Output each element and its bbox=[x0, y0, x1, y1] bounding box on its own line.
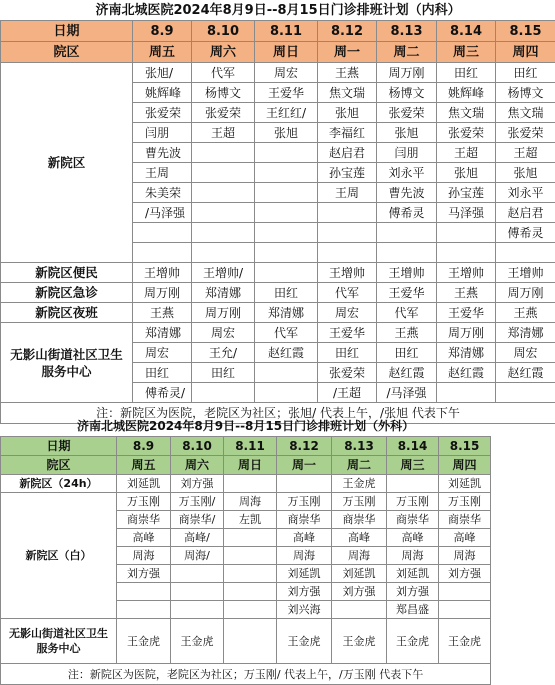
doctor-cell: 傅希灵 bbox=[496, 223, 555, 243]
doctor-cell bbox=[171, 583, 224, 601]
doctor-cell: 商崇华 bbox=[332, 511, 387, 529]
doctor-cell: 周宏 bbox=[133, 343, 192, 363]
table-row bbox=[1, 323, 555, 343]
doctor-cell bbox=[117, 601, 171, 619]
date-cell: 8.12 bbox=[277, 437, 332, 456]
surgery-schedule-table bbox=[0, 416, 491, 685]
doctor-cell: 王红红/ bbox=[255, 103, 318, 123]
doctor-cell: 王燕 bbox=[437, 283, 496, 303]
date-cell: 8.10 bbox=[171, 437, 224, 456]
doctor-cell bbox=[437, 223, 496, 243]
doctor-cell bbox=[224, 619, 277, 664]
date-cell: 8.13 bbox=[332, 437, 387, 456]
doctor-cell: 田红 bbox=[377, 343, 437, 363]
weekday-cell: 周一 bbox=[318, 42, 377, 63]
doctor-cell: 周宏 bbox=[255, 63, 318, 83]
date-cell: 8.12 bbox=[318, 21, 377, 42]
doctor-cell: 张旭 bbox=[255, 123, 318, 143]
doctor-cell bbox=[318, 203, 377, 223]
doctor-cell: 赵红霞 bbox=[496, 363, 555, 383]
doctor-cell: 周宏 bbox=[192, 323, 255, 343]
doctor-cell: 曹先波 bbox=[377, 183, 437, 203]
doctor-cell bbox=[377, 243, 437, 263]
doctor-cell bbox=[224, 475, 277, 493]
date-cell: 8.15 bbox=[439, 437, 491, 456]
doctor-cell: 代军 bbox=[318, 283, 377, 303]
doctor-cell: 代军 bbox=[377, 303, 437, 323]
doctor-cell: 刘永平 bbox=[377, 163, 437, 183]
doctor-cell: 高峰 bbox=[117, 529, 171, 547]
doctor-cell: 田红 bbox=[496, 63, 555, 83]
doctor-cell: 王燕 bbox=[133, 303, 192, 323]
doctor-cell: 王金虎 bbox=[117, 619, 171, 664]
doctor-cell: 周海 bbox=[439, 547, 491, 565]
weekday-cell: 周二 bbox=[332, 456, 387, 475]
weekday-cell: 周日 bbox=[255, 42, 318, 63]
doctor-cell: 周万刚 bbox=[437, 323, 496, 343]
doctor-cell: 张爱荣 bbox=[318, 363, 377, 383]
doctor-cell bbox=[318, 223, 377, 243]
date-cell: 8.14 bbox=[387, 437, 439, 456]
weekday-cell: 周五 bbox=[117, 456, 171, 475]
doctor-cell: 万玉刚 bbox=[439, 493, 491, 511]
date-cell: 8.13 bbox=[377, 21, 437, 42]
doctor-cell: 王金虎 bbox=[439, 619, 491, 664]
doctor-cell: 赵红霞 bbox=[437, 363, 496, 383]
doctor-cell: 杨博文 bbox=[496, 83, 555, 103]
doctor-cell: 姚辉峰 bbox=[133, 83, 192, 103]
doctor-cell: 高峰/ bbox=[171, 529, 224, 547]
doctor-cell: 周宏 bbox=[496, 343, 555, 363]
doctor-cell: 万玉刚 bbox=[332, 493, 387, 511]
doctor-cell bbox=[318, 243, 377, 263]
doctor-cell: 王金虎 bbox=[387, 619, 439, 664]
surgery-weekday-row bbox=[1, 456, 491, 475]
weekday-cell: 周二 bbox=[377, 42, 437, 63]
doctor-cell: 田红 bbox=[133, 363, 192, 383]
doctor-cell: 田红 bbox=[437, 63, 496, 83]
doctor-cell bbox=[192, 183, 255, 203]
doctor-cell: 周海 bbox=[332, 547, 387, 565]
doctor-cell bbox=[437, 383, 496, 403]
doctor-cell: 王增帅 bbox=[437, 263, 496, 283]
doctor-cell: 代军 bbox=[192, 63, 255, 83]
doctor-cell bbox=[192, 143, 255, 163]
doctor-cell: 周万刚 bbox=[133, 283, 192, 303]
doctor-cell: 刘延凯 bbox=[332, 565, 387, 583]
doctor-cell bbox=[224, 565, 277, 583]
doctor-cell: 王金虎 bbox=[332, 475, 387, 493]
doctor-cell: 商崇华 bbox=[387, 511, 439, 529]
doctor-cell: 王爱华 bbox=[377, 283, 437, 303]
doctor-cell: 焦文瑞 bbox=[437, 103, 496, 123]
doctor-cell bbox=[133, 223, 192, 243]
doctor-cell: 闫朋 bbox=[377, 143, 437, 163]
doctor-cell: 张爱荣 bbox=[192, 103, 255, 123]
table-row bbox=[1, 263, 555, 283]
doctor-cell: 郑清娜 bbox=[133, 323, 192, 343]
doctor-cell: 周海 bbox=[224, 493, 277, 511]
doctor-cell: 王增帅 bbox=[133, 263, 192, 283]
doctor-cell bbox=[496, 243, 555, 263]
emergency-label: 新院区急诊 bbox=[1, 283, 133, 303]
doctor-cell: 闫朋 bbox=[133, 123, 192, 143]
doctor-cell: 万玉刚 bbox=[387, 493, 439, 511]
doctor-cell: 周海 bbox=[387, 547, 439, 565]
doctor-cell: 张爱荣 bbox=[496, 123, 555, 143]
area-header: 院区 bbox=[1, 456, 117, 475]
doctor-cell bbox=[192, 163, 255, 183]
weekday-cell: 周三 bbox=[387, 456, 439, 475]
doctor-cell: 张爱荣 bbox=[377, 103, 437, 123]
doctor-cell bbox=[437, 243, 496, 263]
doctor-cell: 刘方强 bbox=[117, 565, 171, 583]
doctor-cell bbox=[255, 363, 318, 383]
doctor-cell bbox=[255, 163, 318, 183]
doctor-cell: 代军 bbox=[255, 323, 318, 343]
doctor-cell: 刘延凯 bbox=[439, 475, 491, 493]
doctor-cell: 张旭 bbox=[318, 103, 377, 123]
doctor-cell: 王金虎 bbox=[171, 619, 224, 664]
doctor-cell: 郑清娜 bbox=[192, 283, 255, 303]
doctor-cell: 高峰 bbox=[332, 529, 387, 547]
doctor-cell: 商崇华 bbox=[117, 511, 171, 529]
weekday-cell: 周六 bbox=[192, 42, 255, 63]
doctor-cell: 商崇华 bbox=[277, 511, 332, 529]
date-cell: 8.10 bbox=[192, 21, 255, 42]
doctor-cell: 郑清娜 bbox=[496, 323, 555, 343]
doctor-cell: 周海 bbox=[277, 547, 332, 565]
doctor-cell: 王增帅 bbox=[377, 263, 437, 283]
doctor-cell: 郑清娜 bbox=[437, 343, 496, 363]
doctor-cell: 王金虎 bbox=[277, 619, 332, 664]
doctor-cell bbox=[496, 383, 555, 403]
weekday-cell: 周日 bbox=[224, 456, 277, 475]
doctor-cell: 马泽强 bbox=[437, 203, 496, 223]
new-campus-label: 新院区 bbox=[1, 63, 133, 263]
date-cell: 8.14 bbox=[437, 21, 496, 42]
doctor-cell: /马泽强 bbox=[377, 383, 437, 403]
doctor-cell: 赵启君 bbox=[318, 143, 377, 163]
doctor-cell bbox=[192, 203, 255, 223]
doctor-cell: 杨博文 bbox=[192, 83, 255, 103]
doctor-cell bbox=[277, 475, 332, 493]
doctor-cell: 王爱华 bbox=[318, 323, 377, 343]
doctor-cell: 王增帅 bbox=[496, 263, 555, 283]
doctor-cell: 王超 bbox=[192, 123, 255, 143]
doctor-cell: 刘方强 bbox=[439, 565, 491, 583]
surgery-title: 济南北城医院2024年8月9日--8月15日门诊排班计划（外科） bbox=[1, 416, 491, 437]
doctor-cell: 周海/ bbox=[171, 547, 224, 565]
doctor-cell: 王周 bbox=[133, 163, 192, 183]
internal-weekday-row bbox=[1, 42, 555, 63]
weekday-cell: 周四 bbox=[496, 42, 555, 63]
doctor-cell: 王燕 bbox=[496, 303, 555, 323]
date-cell: 8.15 bbox=[496, 21, 555, 42]
doctor-cell: 姚辉峰 bbox=[437, 83, 496, 103]
doctor-cell: 王金虎 bbox=[332, 619, 387, 664]
doctor-cell bbox=[332, 601, 387, 619]
doctor-cell: 刘延凯 bbox=[117, 475, 171, 493]
doctor-cell: 刘永平 bbox=[496, 183, 555, 203]
doctor-cell bbox=[255, 243, 318, 263]
doctor-cell: 朱美荣 bbox=[133, 183, 192, 203]
table-row bbox=[1, 283, 555, 303]
doctor-cell: 张旭 bbox=[377, 123, 437, 143]
doctor-cell bbox=[192, 223, 255, 243]
doctor-cell: 赵红霞 bbox=[255, 343, 318, 363]
doctor-cell: 傅希灵 bbox=[377, 203, 437, 223]
surgery-note: 注：新院区为医院，老院区为社区；万玉刚/ 代表上午，/万玉刚 代表下午 bbox=[1, 664, 491, 685]
doctor-cell: /马泽强 bbox=[133, 203, 192, 223]
doctor-cell: 张旭 bbox=[496, 163, 555, 183]
doctor-cell bbox=[192, 383, 255, 403]
doctor-cell: 焦文瑞 bbox=[496, 103, 555, 123]
new-campus-24h-label: 新院区（24h） bbox=[1, 475, 117, 493]
doctor-cell: 刘方强 bbox=[332, 583, 387, 601]
doctor-cell: 张爱荣 bbox=[133, 103, 192, 123]
weekday-cell: 周六 bbox=[171, 456, 224, 475]
doctor-cell: 傅希灵/ bbox=[133, 383, 192, 403]
doctor-cell: 孙宝莲 bbox=[318, 163, 377, 183]
weekday-cell: 周五 bbox=[133, 42, 192, 63]
surgery-date-row bbox=[1, 437, 491, 456]
doctor-cell: 刘方强 bbox=[387, 583, 439, 601]
doctor-cell bbox=[171, 601, 224, 619]
community-center-label: 无影山街道社区卫生服务中心 bbox=[1, 323, 133, 403]
doctor-cell: 孙宝莲 bbox=[437, 183, 496, 203]
doctor-cell: 王增帅 bbox=[318, 263, 377, 283]
weekday-cell: 周一 bbox=[277, 456, 332, 475]
doctor-cell: 左凯 bbox=[224, 511, 277, 529]
doctor-cell: 王超 bbox=[437, 143, 496, 163]
doctor-cell: 万玉刚/ bbox=[171, 493, 224, 511]
date-cell: 8.11 bbox=[255, 21, 318, 42]
table-row bbox=[1, 619, 491, 664]
doctor-cell: 周宏 bbox=[318, 303, 377, 323]
doctor-cell: 郑清娜 bbox=[255, 303, 318, 323]
doctor-cell bbox=[439, 583, 491, 601]
doctor-cell: 曹先波 bbox=[133, 143, 192, 163]
doctor-cell: 王燕 bbox=[318, 63, 377, 83]
area-header: 院区 bbox=[1, 42, 133, 63]
doctor-cell: 周万刚 bbox=[192, 303, 255, 323]
new-campus-day-label: 新院区（白） bbox=[1, 493, 117, 619]
doctor-cell: 郑昌盛 bbox=[387, 601, 439, 619]
doctor-cell bbox=[387, 475, 439, 493]
doctor-cell bbox=[255, 143, 318, 163]
doctor-cell: 田红 bbox=[318, 343, 377, 363]
doctor-cell: 王周 bbox=[318, 183, 377, 203]
doctor-cell: 高峰 bbox=[439, 529, 491, 547]
doctor-cell: 刘兴海 bbox=[277, 601, 332, 619]
doctor-cell: 王燕 bbox=[377, 323, 437, 343]
doctor-cell bbox=[255, 183, 318, 203]
table-row bbox=[1, 475, 491, 493]
doctor-cell: 刘延凯 bbox=[387, 565, 439, 583]
doctor-cell: 万玉刚 bbox=[117, 493, 171, 511]
internal-date-row bbox=[1, 21, 555, 42]
doctor-cell: 商崇华 bbox=[439, 511, 491, 529]
doctor-cell: 王允/ bbox=[192, 343, 255, 363]
outpatient-label: 新院区便民 bbox=[1, 263, 133, 283]
doctor-cell bbox=[439, 601, 491, 619]
doctor-cell: 李福红 bbox=[318, 123, 377, 143]
doctor-cell bbox=[224, 547, 277, 565]
date-header: 日期 bbox=[1, 21, 133, 42]
doctor-cell: 王爱华 bbox=[255, 83, 318, 103]
doctor-cell: 商崇华/ bbox=[171, 511, 224, 529]
doctor-cell bbox=[224, 529, 277, 547]
doctor-cell bbox=[192, 243, 255, 263]
doctor-cell bbox=[255, 203, 318, 223]
doctor-cell: 刘延凯 bbox=[277, 565, 332, 583]
doctor-cell: 王爱华 bbox=[437, 303, 496, 323]
doctor-cell: 张旭/ bbox=[133, 63, 192, 83]
doctor-cell: 万玉刚 bbox=[277, 493, 332, 511]
doctor-cell: 周万刚 bbox=[377, 63, 437, 83]
doctor-cell: 田红 bbox=[192, 363, 255, 383]
doctor-cell: 周万刚 bbox=[496, 283, 555, 303]
doctor-cell: 高峰 bbox=[277, 529, 332, 547]
doctor-cell: 王超 bbox=[496, 143, 555, 163]
doctor-cell: 王增帅/ bbox=[192, 263, 255, 283]
doctor-cell bbox=[224, 583, 277, 601]
doctor-cell bbox=[377, 223, 437, 243]
table-row bbox=[1, 63, 555, 83]
community-center-label: 无影山街道社区卫生服务中心 bbox=[1, 619, 117, 664]
doctor-cell: 田红 bbox=[255, 283, 318, 303]
doctor-cell: 焦文瑞 bbox=[318, 83, 377, 103]
doctor-cell: 周海 bbox=[117, 547, 171, 565]
internal-note: 注：新院区为医院，老院区为社区；张旭/ 代表上午，/张旭 代表下午 bbox=[1, 403, 555, 424]
doctor-cell: 赵红霞 bbox=[377, 363, 437, 383]
date-cell: 8.11 bbox=[224, 437, 277, 456]
doctor-cell bbox=[224, 601, 277, 619]
doctor-cell: 刘方强 bbox=[171, 475, 224, 493]
doctor-cell bbox=[255, 383, 318, 403]
doctor-cell: 刘方强 bbox=[277, 583, 332, 601]
night-shift-label: 新院区夜班 bbox=[1, 303, 133, 323]
doctor-cell bbox=[171, 565, 224, 583]
doctor-cell bbox=[117, 583, 171, 601]
doctor-cell bbox=[255, 263, 318, 283]
weekday-cell: 周三 bbox=[437, 42, 496, 63]
doctor-cell: 张爱荣 bbox=[437, 123, 496, 143]
doctor-cell bbox=[255, 223, 318, 243]
doctor-cell: /王超 bbox=[318, 383, 377, 403]
date-cell: 8.9 bbox=[133, 21, 192, 42]
doctor-cell bbox=[133, 243, 192, 263]
date-cell: 8.9 bbox=[117, 437, 171, 456]
table-row bbox=[1, 493, 491, 511]
internal-title: 济南北城医院2024年8月9日--8月15日门诊排班计划（内科） bbox=[1, 0, 555, 21]
doctor-cell: 杨博文 bbox=[377, 83, 437, 103]
doctor-cell: 赵启君 bbox=[496, 203, 555, 223]
date-header: 日期 bbox=[1, 437, 117, 456]
table-row bbox=[1, 303, 555, 323]
weekday-cell: 周四 bbox=[439, 456, 491, 475]
doctor-cell: 高峰 bbox=[387, 529, 439, 547]
doctor-cell: 张旭 bbox=[437, 163, 496, 183]
